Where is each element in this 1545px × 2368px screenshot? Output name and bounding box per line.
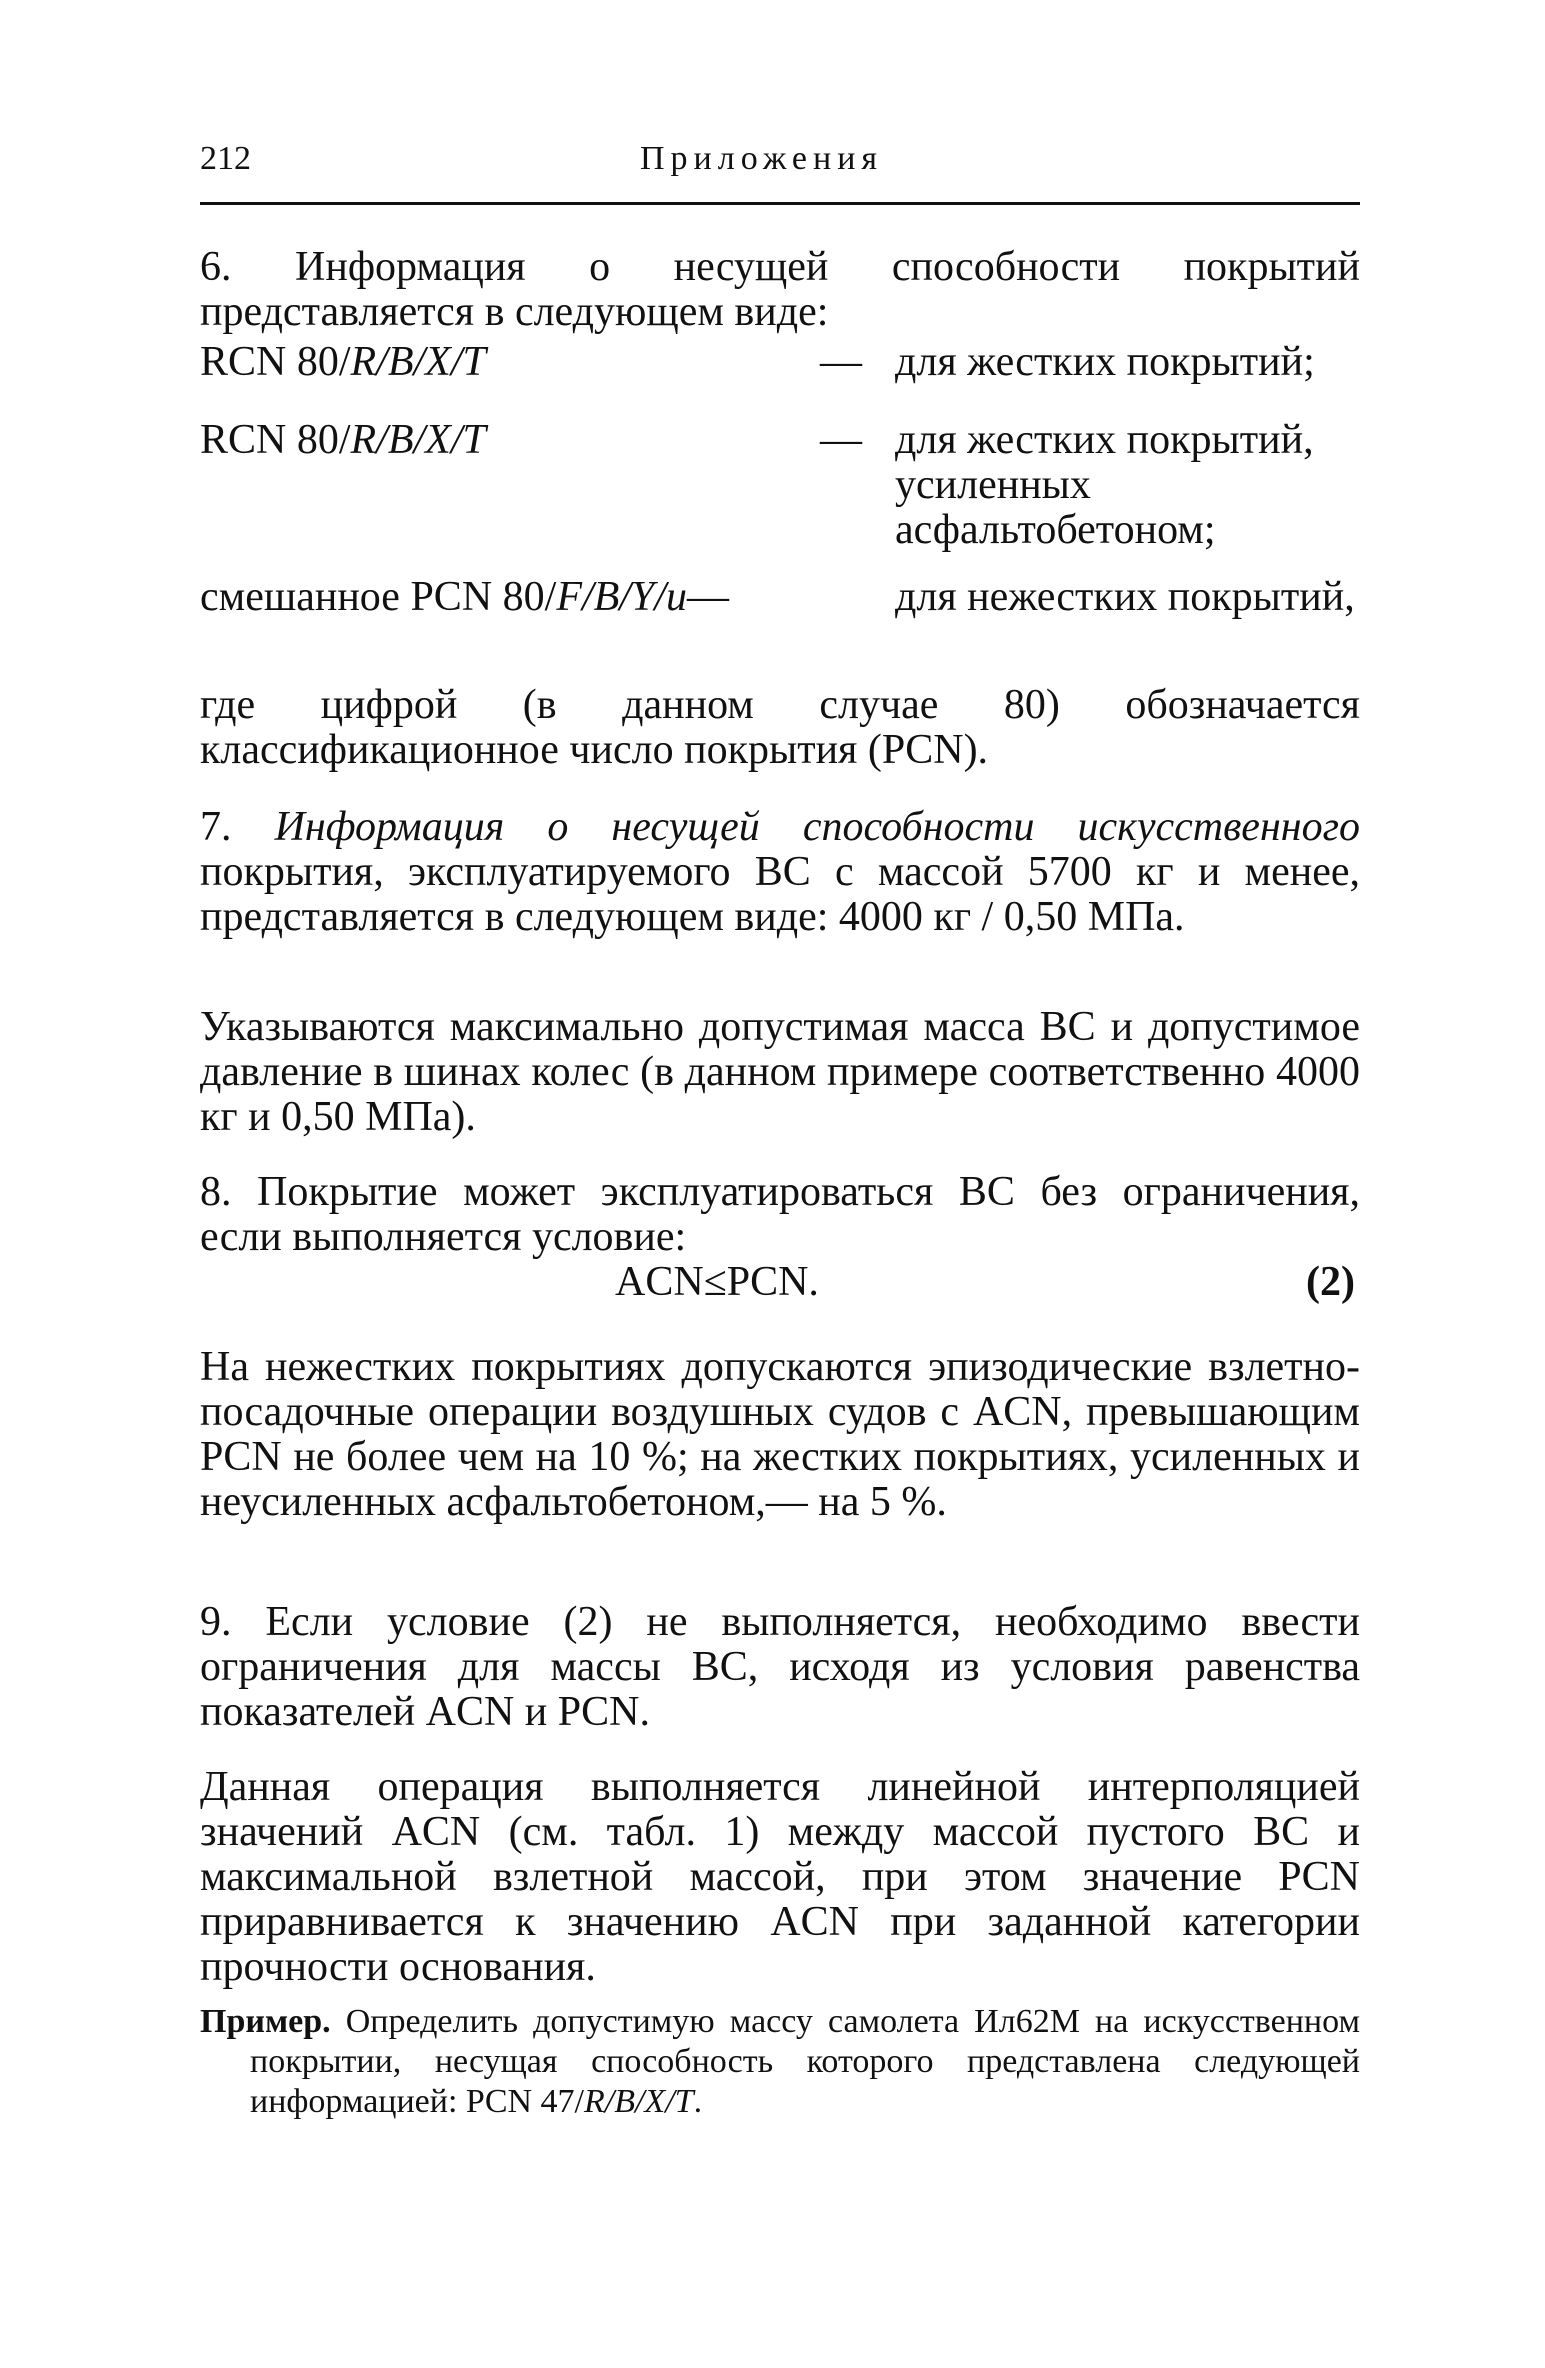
item9-para2-text: Данная операция выполняется линейной интерполяцией значений ACN (см. табл. 1) между массой пустого ВС и максимальной взлетной массой, при этом значение PCN приравнивается к значению ACN при заданной категории прочности основания. <box>200 1764 1360 1990</box>
item7-para2 <box>200 1005 1360 1140</box>
item7-para2-text: Указываются максимально допустимая масса ВС и допустимое давление в шинах колес (в данном примере соответственно 4000 кг и 0,50 МПа). <box>200 1004 1360 1140</box>
formula-2-lhs: RCN 80/R/B/X/T <box>200 417 486 463</box>
formula-1-lhs: RCN 80/R/B/X/T <box>200 339 486 385</box>
formula-2-dash: — <box>820 417 862 463</box>
item8 <box>200 1170 1360 1260</box>
item6-intro <box>200 245 1360 335</box>
item9-para2 <box>200 1765 1360 1990</box>
item6-where <box>200 683 1360 773</box>
item7-text: 7. Информация о несущей способности искусственного покрытия, эксплуатируемого ВС с массой 5700 кг и менее, представляется в следующем виде: 4000 кг / 0,50 МПа. <box>200 804 1361 940</box>
item6-intro-text: 6. Информация о несущей способности покрытий представляется в следующем виде: <box>200 244 1360 335</box>
item8-para2-text: На нежестких покрытиях допускаются эпизодические взлетно-посадочные операции воздушных судов с ACN, превышающим PCN не более чем на 10 %; на жестких покрытиях, усиленных и неусиленных асфальтобетоном,— на 5 %. <box>200 1344 1360 1525</box>
condition-expression: ACN≤PCN. <box>615 1259 819 1305</box>
formula-1-dash: — <box>820 339 862 385</box>
example-note <box>200 2002 1360 2122</box>
condition-number: (2) <box>1306 1259 1355 1305</box>
page-number: 212 <box>200 140 251 177</box>
formula-2-description: для жестких покрытий, усиленных асфальтобетоном; <box>895 417 1314 553</box>
item8-para2 <box>200 1345 1360 1525</box>
example-text: Пример. Определить допустимую массу самолета Ил62М на искусственном покрытии, несущая способность которого представлена следующей информацией: PCN 47/R/B/X/T. <box>200 2003 1360 2120</box>
item6-where-text: где цифрой (в данном случае 80) обозначается классификационное число покрытия (PCN). <box>200 682 1360 773</box>
item9-text: 9. Если условие (2) не выполняется, необходимо ввести ограничения для массы ВС, исходя из условия равенства показателей ACN и PCN. <box>200 1599 1360 1735</box>
condition-formula <box>200 1258 1360 1308</box>
item7 <box>200 805 1360 940</box>
header-rule <box>200 202 1360 205</box>
item7-italic-lead: Информация о несущей способности искусственного <box>274 804 1361 850</box>
item8-text: 8. Покрытие может эксплуатироваться ВС без ограничения, если выполняется условие: <box>200 1169 1360 1260</box>
formula-3-description: для нежестких покрытий, <box>895 574 1355 620</box>
running-title: Приложения <box>640 140 884 177</box>
page-header <box>200 140 1360 190</box>
item9 <box>200 1600 1360 1735</box>
example-label: Пример. <box>200 2003 331 2040</box>
formula-1-description: для жестких покрытий; <box>895 339 1315 385</box>
formula-3-lhs: смешанное PCN 80/F/B/Y/u— <box>200 574 730 620</box>
